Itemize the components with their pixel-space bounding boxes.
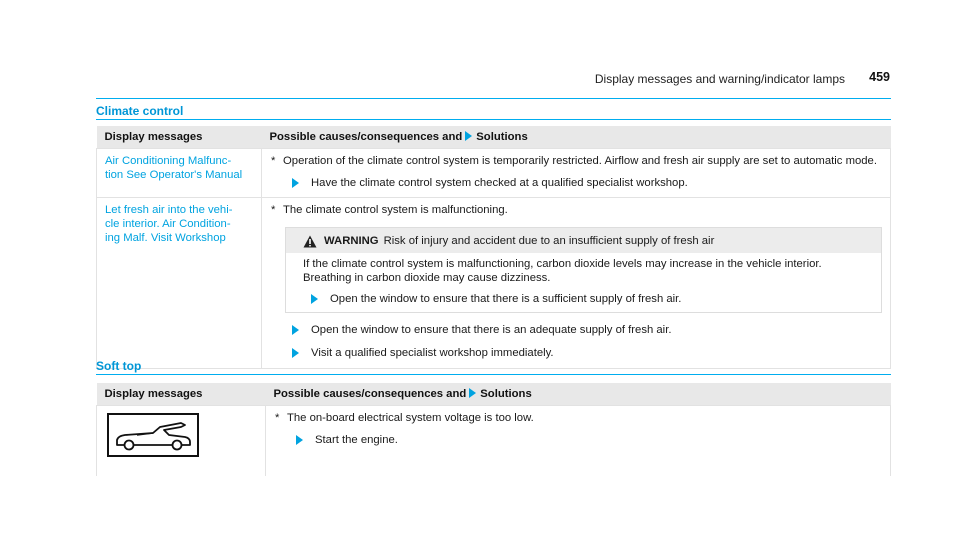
table-row bbox=[97, 406, 891, 477]
convertible-soft-top-icon bbox=[107, 413, 199, 457]
display-message bbox=[97, 406, 266, 477]
climate-messages-table bbox=[96, 126, 891, 369]
header-display-messages: Display messages bbox=[97, 383, 266, 406]
header-causes-solutions bbox=[262, 126, 891, 149]
warning-triangle-icon bbox=[303, 235, 317, 248]
bullet-star: * bbox=[271, 155, 276, 167]
causes-cell bbox=[266, 406, 891, 477]
warning-title: Risk of injury and accident due to an insufficient supply of fresh air bbox=[383, 235, 715, 247]
section-title-soft-top: Soft top bbox=[96, 359, 142, 373]
warning-label: WARNING bbox=[324, 235, 379, 247]
table-header-row bbox=[97, 383, 891, 406]
solution-arrow-icon bbox=[292, 178, 299, 188]
display-message bbox=[97, 198, 262, 369]
solution-text: Open the window to ensure that there is a sufficient supply of fresh air. bbox=[330, 293, 682, 305]
warning-text: If the climate control system is malfunctioning, carbon dioxide levels may increase in the vehicle interior. Breathing in carbon dioxide may cause dizziness. bbox=[303, 258, 822, 284]
solution-arrow-icon bbox=[292, 348, 299, 358]
section-title-climate: Climate control bbox=[96, 104, 184, 118]
display-message-line: ing Malf. Visit Workshop bbox=[105, 232, 226, 244]
cause-text: Operation of the climate control system is temporarily restricted. Airflow and fresh air supply are set to automatic mode. bbox=[283, 155, 877, 167]
display-message-line: Air Conditioning Malfunc- bbox=[105, 155, 232, 167]
cause-item bbox=[270, 203, 882, 217]
page-number: 459 bbox=[869, 70, 890, 84]
solution-item bbox=[270, 323, 882, 337]
header-solutions: Solutions bbox=[480, 388, 532, 400]
solution-arrow-icon bbox=[469, 388, 476, 398]
solution-text: Open the window to ensure that there is an adequate supply of fresh air. bbox=[311, 324, 672, 336]
cause-text: The climate control system is malfunctioning. bbox=[283, 204, 508, 216]
header-rule bbox=[96, 98, 891, 99]
solution-text: Have the climate control system checked at a qualified specialist workshop. bbox=[311, 177, 688, 189]
table-header-row bbox=[97, 126, 891, 149]
bullet-star: * bbox=[271, 204, 276, 216]
cause-item bbox=[270, 154, 882, 168]
warning-header bbox=[286, 228, 881, 253]
display-message bbox=[97, 149, 262, 198]
solution-item bbox=[270, 176, 882, 190]
display-message-line: cle interior. Air Condition- bbox=[105, 218, 231, 230]
display-message-line: Let fresh air into the vehi- bbox=[105, 204, 233, 216]
cause-item bbox=[274, 411, 882, 425]
warning-box bbox=[285, 227, 882, 313]
header-causes: Possible causes/consequences and bbox=[273, 388, 467, 400]
cause-text: The on-board electrical system voltage is too low. bbox=[287, 412, 534, 424]
header-display-messages: Display messages bbox=[97, 126, 262, 149]
solution-item bbox=[274, 433, 882, 447]
section-rule-soft-top bbox=[96, 374, 891, 375]
header-solutions: Solutions bbox=[476, 131, 528, 143]
solution-text: Start the engine. bbox=[315, 434, 398, 446]
warning-body bbox=[286, 253, 881, 312]
solution-item bbox=[303, 292, 873, 306]
solution-arrow-icon bbox=[292, 325, 299, 335]
running-title: Display messages and warning/indicator lamps bbox=[594, 72, 845, 86]
causes-cell bbox=[262, 149, 891, 198]
solution-text: Visit a qualified specialist workshop immediately. bbox=[311, 347, 554, 359]
section-rule-climate bbox=[96, 119, 891, 120]
solution-item bbox=[270, 346, 882, 360]
solution-arrow-icon bbox=[296, 435, 303, 445]
table-row bbox=[97, 198, 891, 369]
causes-cell bbox=[262, 198, 891, 369]
solution-arrow-icon bbox=[465, 131, 472, 141]
table-row bbox=[97, 149, 891, 198]
header-causes: Possible causes/consequences and bbox=[269, 131, 463, 143]
display-message-line: tion See Operator's Manual bbox=[105, 169, 243, 181]
solution-arrow-icon bbox=[311, 294, 318, 304]
soft-top-messages-table bbox=[96, 383, 891, 476]
bullet-star: * bbox=[275, 412, 280, 424]
header-causes-solutions bbox=[266, 383, 891, 406]
